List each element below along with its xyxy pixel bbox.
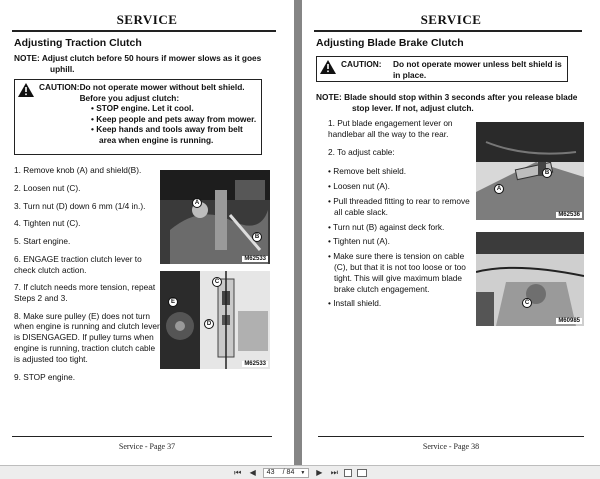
page-total: / 84	[282, 468, 295, 476]
caution-item: • STOP engine. Let it cool.	[91, 103, 194, 113]
step: 9. STOP engine.	[14, 371, 76, 382]
first-page-icon[interactable]: ⏮	[234, 467, 242, 477]
callout-E: E	[168, 297, 178, 307]
current-page[interactable]: 43	[266, 468, 275, 476]
step: 7. If clutch needs more tension, repeat Steps 2 and 3.	[14, 282, 156, 303]
bullet: • Make sure there is tension on cable (C), but that it is not too loose or too tight. This will give maximum blade brake clutch engagement.	[328, 251, 466, 294]
callout-B: B	[252, 232, 262, 242]
photo-blade-clutch	[476, 122, 584, 220]
callout-B: B	[542, 168, 552, 178]
note-text: Adjust clutch before 50 hours if mower slows as it goes uphill.	[41, 53, 262, 74]
photo-code: M62533	[244, 361, 266, 367]
photo-clutch-nuts	[160, 271, 270, 369]
callout-A: A	[494, 184, 504, 194]
step: 6. ENGAGE traction clutch lever to check clutch action.	[14, 253, 142, 275]
steps-top	[14, 165, 157, 283]
note	[14, 53, 276, 75]
step: 2. Loosen nut (C).	[14, 182, 81, 193]
section-title: Adjusting Traction Clutch	[14, 37, 142, 49]
step: 8. Make sure pulley (E) does not turn when engine is running and clutch lever is DISENGAGED. If pulley turns when engine is running, traction clutch cable is adjusted too tight.	[14, 310, 160, 364]
bullet: • Turn nut (B) against deck fork.	[328, 221, 445, 232]
footer-rule	[12, 436, 272, 437]
page-number-field[interactable]	[263, 468, 310, 478]
step: 2. To adjust cable:	[328, 146, 395, 157]
note-label: NOTE:	[316, 92, 342, 102]
caution-label: CAUTION:	[39, 82, 80, 92]
footer-rule	[318, 436, 584, 437]
caution-item: • Keep people and pets away from mower.	[91, 113, 257, 124]
page-38	[302, 0, 600, 465]
caution-label: CAUTION:	[341, 59, 382, 69]
steps	[328, 118, 474, 313]
warning-icon	[317, 57, 339, 81]
bullet: • Tighten nut (A).	[328, 236, 390, 247]
bullet: • Loosen nut (A).	[328, 181, 390, 192]
callout-C: C	[522, 298, 532, 308]
page-37	[0, 0, 294, 465]
header-rule	[12, 30, 276, 32]
bullet: • Pull threaded fitting to rear to remove all cable slack.	[328, 195, 470, 217]
warning-icon	[15, 80, 37, 154]
note	[316, 92, 582, 114]
page-header: SERVICE	[116, 12, 178, 27]
prev-page-icon[interactable]: ◀	[249, 467, 256, 477]
bullet: • Install shield.	[328, 298, 382, 309]
caution-intro: Do not operate mower without belt shield. Before you adjust clutch:	[79, 82, 245, 103]
page-navigation-toolbar	[0, 465, 600, 479]
note-text: Blade should stop within 3 seconds after you release blade stop lever. If not, adjust clutch.	[344, 92, 578, 113]
step: 1. Remove knob (A) and shield(B).	[14, 165, 142, 175]
steps-bottom	[14, 282, 160, 389]
page-header: SERVICE	[420, 12, 482, 27]
caution-box	[14, 79, 262, 155]
header-rule	[314, 30, 582, 32]
section-title: Adjusting Blade Brake Clutch	[316, 37, 464, 49]
photo-blade-cable	[476, 232, 584, 326]
callout-C: C	[212, 277, 222, 287]
photo-code: M62536	[558, 212, 580, 218]
step: 3. Turn nut (D) down 6 mm (1/4 in.).	[14, 200, 146, 211]
caution-box	[316, 56, 568, 82]
single-page-view-icon[interactable]	[344, 469, 352, 477]
bullet: • Remove belt shield.	[328, 166, 407, 177]
callout-A: A	[192, 198, 202, 208]
caution-text: Do not operate mower unless belt shield is in place.	[393, 59, 562, 80]
chevron-down-icon[interactable]: ▼	[300, 469, 306, 476]
photo-code: M62533	[244, 256, 266, 262]
page-footer: Service - Page 38	[422, 442, 480, 451]
callout-D: D	[204, 319, 214, 329]
two-page-view-icon[interactable]	[357, 469, 367, 477]
page-footer: Service - Page 37	[118, 442, 176, 451]
note-label: NOTE:	[14, 53, 40, 63]
caution-item: • Keep hands and tools away from belt area when engine is running.	[91, 124, 243, 145]
step: 1. Put blade engagement lever on handlebar all the way to the rear.	[328, 118, 453, 139]
photo-clutch-shield	[160, 170, 270, 264]
last-page-icon[interactable]: ⏭	[330, 467, 338, 477]
photo-code: M60985	[558, 318, 580, 324]
next-page-icon[interactable]: ▶	[316, 467, 323, 477]
step: 5. Start engine.	[14, 236, 71, 247]
step: 4. Tighten nut (C).	[14, 218, 81, 229]
